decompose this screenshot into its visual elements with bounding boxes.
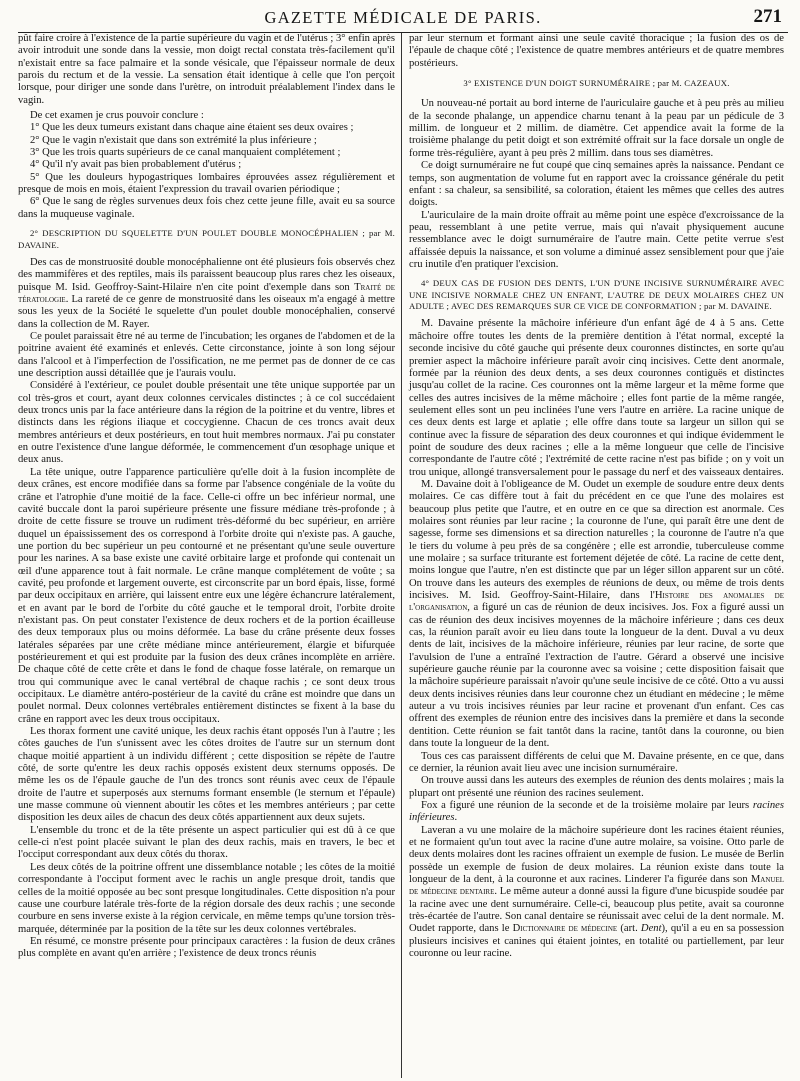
paragraph: On trouve aussi dans les auteurs des exemples de réunion des dents molaires ; mais la plupart ont présenté une réunion des racines seulement. <box>409 775 784 799</box>
paragraph: M. Davaine présente la mâchoire inférieure d'un enfant âgé de 4 à 5 ans. Cette mâchoire offre toutes les dents de la première dentition à l'état normal, excepté la seconde incisive du côté gauche qui présente deux couronnes distinctes, en sorte qu'au premier aspect la mâchoire inférieure paraît avoir cinq incisives. Cette dent anormale, formée par la réunion des deux dents, a ses deux couronnes contiguës et distinctes jusqu'au collet de la racine. Ces couronnes ont la même largeur et la même forme que celles des autres incisives de la même mâchoire ; elles font partie de la même rangée, seulement elles sont un peu inclinées l'une vers l'autre en arrière. La racine unique de ces deux dents est large et aplatie ; elle offre dans toute sa largeur un sillon qui se continue avec la fissure de séparation des deux couronnes et qui indique évidemment le point de soudure des deux racines ; elle a la même longueur que celle de l'incisive correspondante de l'autre côté ; l'extrémité de cette racine n'est pas bifide ; on y voit un trou unique, allongé transversalement pour le passage du nerf et des vaisseaux dentaires. <box>409 318 784 478</box>
text-run: M. Davaine doit à l'obligeance de M. Oudet un exemple de soudure entre deux dents molaires. Ce cas diffère tout à fait du précédent en ce que l'une des molaires est beaucoup plus petite que l'autre, et en outre en ce que sa direction est anormale. Ces molaires sont réunies par leur racine ; la couronne de l'une, qui paraît être une dent de sagesse, forme ses dimensions et sa direction naturelles ; la couronne de l'autre n'a que le tiers du volume à peu près de sa congénère ; elle est arrondie, tuberculeuse comme une molaire ; sa surface triturante est fortement déjetée de côté. La racine de cette dent, moins longue que l'autre, n'en est distincte que par un léger sillon apparent sur un côté. On trouve dans les auteurs des exemples de réunions de deux, ou même de trois dents incisives. M. Isid. Geoffroy-Saint-Hilaire, dans l' <box>409 478 784 602</box>
italic-term: racines inférieures <box>409 799 784 824</box>
list-item: 6° Que le sang de règles survenues deux fois chez cette jeune fille, avait eu sa source dans la muqueuse vaginale. <box>18 196 395 220</box>
text-run: . <box>454 812 458 824</box>
page-number: 271 <box>753 6 782 27</box>
text-run: Laveran a vu une molaire de la mâchoire supérieure dont les racines étaient réunies, et ne formaient qu'un tout avec la racine d'une autre molaire, sa voisine. Otto parle de deux dents molaires dont les racines offraient un exemple de fusion. Le musée de Berlin possède un exemple de fusion de deux molaires. La réunion existe dans toute la longueur de la dent, à la couronne et aux racines. Linderer l'a figurée dans son <box>409 824 784 885</box>
left-column <box>18 33 401 1078</box>
paragraph <box>409 825 784 961</box>
text-run: . La rareté de ce genre de monstruosité dans les oiseaux m'a engagé à mettre sous les yeux de la Société le squelette d'un poulet double monocéphalien, conservé dans la collection de M. Rayer. <box>18 294 395 330</box>
list-item: 2° Que le vagin n'existait que dans son extrémité la plus inférieure ; <box>30 134 317 146</box>
paragraph: Considéré à l'extérieur, ce poulet double présentait une tête unique supportée par un col très-gros et court, ayant deux colonnes cervicales distinctes ; à ce col succédaient deux troncs unis par la face antérieure dans la région de la poitrine et du ventre, libres et distincts dans les régions iliaque et coccygienne. Chacun de ces troncs avait deux membres antérieurs et deux postérieurs, en tout huit membres normaux. J'ai pu constater en outre l'existence d'une langue déformée, le commencement d'un œsophage unique et deux anus. <box>18 380 395 466</box>
paragraph: Tous ces cas paraissent différents de celui que M. Davaine présente, en ce que, dans ce dernier, la réunion avait lieu avec une incision surnuméraire. <box>409 750 784 774</box>
journal-title: GAZETTE MÉDICALE DE PARIS. <box>264 8 542 27</box>
section-heading: 4° DEUX CAS DE FUSION DES DENTS, L'UN D'UNE INCISIVE SURNUMÉRAIRE AVEC UNE INCISIVE NORMALE CHEZ UN ENFANT, L'AUTRE DE DEUX MOLAIRES CHEZ UN ADULTE ; AVEC DES REMARQUES SUR CE VICE DE CONFORMATION ; par M. DAVAINE. <box>409 278 784 312</box>
book-title: Traité de tératologie <box>18 281 395 305</box>
list-item: 1° Que les deux tumeurs existant dans chaque aine étaient ses deux ovaires ; <box>30 122 354 134</box>
two-column-body <box>18 33 788 1078</box>
paragraph <box>409 800 784 825</box>
text-run: ), qu'il a eu en sa possession plusieurs incisives et canines qui étaient jointes, en totalité ou partiellement, par leur couronne ou leur racine. <box>409 923 784 959</box>
book-title: Manuel de médecine dentaire <box>409 873 784 898</box>
italic-term: Dent <box>640 923 662 935</box>
list-item: 5° Que les douleurs hypogastriques lombaires éprouvées assez régulièrement et presque de mois en mois, étaient l'expression du travail ovarien périodique ; <box>18 171 395 196</box>
section-heading: 2° DESCRIPTION DU SQUELETTE D'UN POULET DOUBLE MONOCÉPHALIEN ; par M. DAVAINE. <box>18 228 395 250</box>
paragraph: L'auriculaire de la main droite offrait au même point une espèce d'excroissance de la peau, ressemblant à une petite verrue, mais qui n'avait physiquement aucune ressemblance avec le doigt surnuméraire de l'autre main. Cette petite verrue s'est affaissée depuis la naissance, et son volume a diminué assez sensiblement pour que j'aie cru inutile d'en pratiquer l'excision. <box>409 209 784 270</box>
paragraph: par leur sternum et formant ainsi une seule cavité thoracique ; la fusion des os de l'épaule de chaque côté ; l'existence de quatre membres antérieurs et de quatre membres postérieurs. <box>409 33 784 69</box>
book-title: Dictionnaire de médecine <box>512 923 618 935</box>
paragraph: Ce poulet paraissait être né au terme de l'incubation; les organes de l'abdomen et de la poitrine avaient été examinés et enlevés. Cette circonstance, jointe à son long séjour dans l'alcool et à l'imperfection de l'ossification, ne me permet pas de donner de ce cas une description aussi détaillée que je l'aurais voulu. <box>18 331 395 380</box>
paragraph: Un nouveau-né portait au bord interne de l'auriculaire gauche et à peu près au milieu de la seconde phalange, un appendice charnu tenant à la peau par un pédicule de 3 millim. de longueur et 2 millim. de diamètre. Cet appendice avait la forme de la troisième phalange du petit doigt et son extrémité offrait sur la face dorsale un ongle de forme très-régulière, ayant à peu près 2 millim. dans tous ses diamètres. <box>409 98 784 159</box>
list-item: 4° Qu'il n'y avait pas bien probablement d'utérus ; <box>30 159 242 171</box>
paragraph: En résumé, ce monstre présente pour principaux caractères : la fusion de deux crânes plus complète en avant qu'en arrière ; l'existence de deux troncs réunis <box>18 935 395 960</box>
paragraph: pût faire croire à l'existence de la partie supérieure du vagin et de l'utérus ; 3° enfin après avoir introduit une sonde dans la vessie, mon doigt rectal constata très-facilement qu'il n'existait entre sa face palmaire et la sonde vésicale, que l'épaisseur normale de deux parois du rectum et de la vessie. La sensation était identique à celle que l'on perçoit lorsque, pour diriger une sonde dans l'urètre, on introduit préalablement l'index dans le vagin. <box>18 33 395 106</box>
paragraph <box>409 479 784 751</box>
paragraph: Ce doigt surnuméraire ne fut coupé que cinq semaines après la naissance. Pendant ce temps, son augmentation de volume fut en rapport avec la croissance générale du petit enfant : sa chaleur, sa sensibilité, sa coloration, étaient les mêmes que celles des autres doigts. <box>409 160 784 209</box>
list-item: 3° Que les trois quarts supérieurs de ce canal manquaient complétement ; <box>30 147 341 159</box>
paragraph: Les thorax forment une cavité unique, les deux rachis étant opposés l'un à l'autre ; les côtes gauches de l'un s'unissent avec les côtes droites de l'autre sur un sternum dont chaque moitié appartient à un individu différent ; cette disposition se répète de l'autre côté, de sorte qu'entre les deux rachis opposés existent deux sternums opposés. De même les os de l'épaule gauche de l'un des troncs sont réunis avec ceux de l'épaule droite de l'autre et superposés aux sternums formant ensemble (le sternum et l'épaule) une masse commune où viennent aboutir les côtes et les membres antérieurs ; par cette disposition les deux ailes de chacun des deux côtés appartiennent aux deux sujets. <box>18 726 395 824</box>
text-run: , a figuré un cas de réunion de deux incisives. Jos. Fox a figuré aussi un cas de réunion des deux incisives moyennes de la mâchoire inférieure ; dans ces deux cas, la réunion paraît avoir eu lieu dans toute la longueur de la dent. Duval a vu deux dents de lait, incisives de la mâchoire inférieure, réunies par leur racine, de sorte que l'avulsion de l'une a entraîné l'extraction de l'autre. Gérard a observé une incisive supérieure gauche réunie par la couronne avec sa voisine ; cette disposition faisait que la mâchoire supérieure paraissait n'avoir qu'une seule incisive de ce côté. Otto a vu aussi deux dents incisives réunies dans leur couronne chez un étudiant en médecine ; le même auteur a vu trois incisives réunies par leur racine et provenant d'un enfant. Ces cas offrent des exemples de réunion entre des incisives dans la première et dans la seconde dentition. Cette réunion se fait tantôt dans la racine, tantôt dans la couronne, ou bien dans toute la longueur de la dent. <box>409 602 784 750</box>
text-run: . Le même auteur a donné aussi la figure d'une bicuspide soudée par la racine avec une dent surnuméraire. Celle-ci, beaucoup plus petite, avait sa couronne très-écartée de l'autre. Son canal dentaire se réunissait avec celui de la dent normale. M. Oudet rapporte, dans le <box>409 886 784 935</box>
text-run: (art. <box>617 923 641 935</box>
paragraph: Les deux côtés de la poitrine offrent une dissemblance notable ; les côtes de la moitié correspondante à l'occiput forment avec le rachis un angle presque droit, tandis que celles de la moitié opposée au bec sont presque longitudinales. Cette disposition n'a pour cause une courbure latérale très-forte de la région dorsale des deux rachis ; une seconde courbure en sens inverse existe à la région cervicale, en même temps qu'une torsion très-marquée, déterminée par la position de la tête sur les deux colonnes vertébrales. <box>18 861 395 935</box>
page-header <box>18 6 788 33</box>
section-heading: 3° EXISTENCE D'UN DOIGT SURNUMÉRAIRE ; par M. CAZEAUX. <box>463 78 730 89</box>
paragraph: L'ensemble du tronc et de la tête présente un aspect particulier qui est dû à ce que celle-ci n'est point placée suivant le plan des deux rachis, mais en travers, le bec et l'occiput correspondant aux deux côtés du thorax. <box>18 824 395 861</box>
book-title: Histoire des anomalies de l'organisation <box>409 590 784 614</box>
right-column <box>401 33 784 1078</box>
text-run: Fox a figuré une réunion de la seconde et de la troisième molaire par leurs <box>421 799 753 811</box>
paragraph: De cet examen je crus pouvoir conclure : <box>30 110 204 122</box>
text-run: Des cas de monstruosité double monocéphalienne ont été plusieurs fois observés chez des mammifères et des reptiles, mais ils paraissent beaucoup plus rares chez les oiseaux, puisque M. Isid. Geoffroy-Saint-Hilaire n'en cite point d'exemple dans son <box>18 256 395 293</box>
paragraph <box>18 257 395 331</box>
paragraph: La tête unique, outre l'apparence particulière qu'elle doit à la fusion incomplète de deux crânes, est encore modifiée dans sa forme par l'absence congéniale de la voûte du crâne et l'atrophie d'une moitié de la face. Celle-ci offre un bec inférieur normal, une cavité buccale dont la paroi supérieure présente une fissure médiane très-profonde ; à droite de cette fissure se trouve un rudiment très-déformé du bec supérieur, en arrière duquel un épaississement des os correspond à l'orbite droite qui n'existe pas. A gauche, une portion du bec supérieur un peu contourné et ne présentant qu'une seule ouverture pour les narines. A sa base existe une cavité orbitaire large et profonde qui contenait un œil d'une apparence tout à fait normale. Le crâne manque complétement de voûte ; sa cavité, peu profonde et largement ouverte, est circonscrite par un bord épais, lisse, formé par deux occipitaux en arrière, qui laissent entre eux une légère échancrure latéralement, et en avant par le bord de l'orbite du côté gauche et le temporal droit, l'orbite droite n'existant pas. On peut constater l'existence de deux rochers et de la portion écailleuse des deux temporaux plus ou moins déformée. La base du crâne présente deux fosses latérales séparées par une crête médiane mince antérieurement, élargie et bifurquée postérieurement et qui est produite par la fusion des deux crânes incomplète en arrière. De chaque côté de cette crête et dans le fond de chaque fosse latérale, on remarque un trou qui communique avec le canal vertébral de chaque rachis ; ce sont deux trous occipitaux. Le diamètre antéro-postérieur de la cavité du crâne est moindre que dans un poulet normal. Deux colonnes vertébrales entièrement distinctes se fixent à la base du crâne en rapport avec les deux trous occipitaux. <box>18 466 395 725</box>
